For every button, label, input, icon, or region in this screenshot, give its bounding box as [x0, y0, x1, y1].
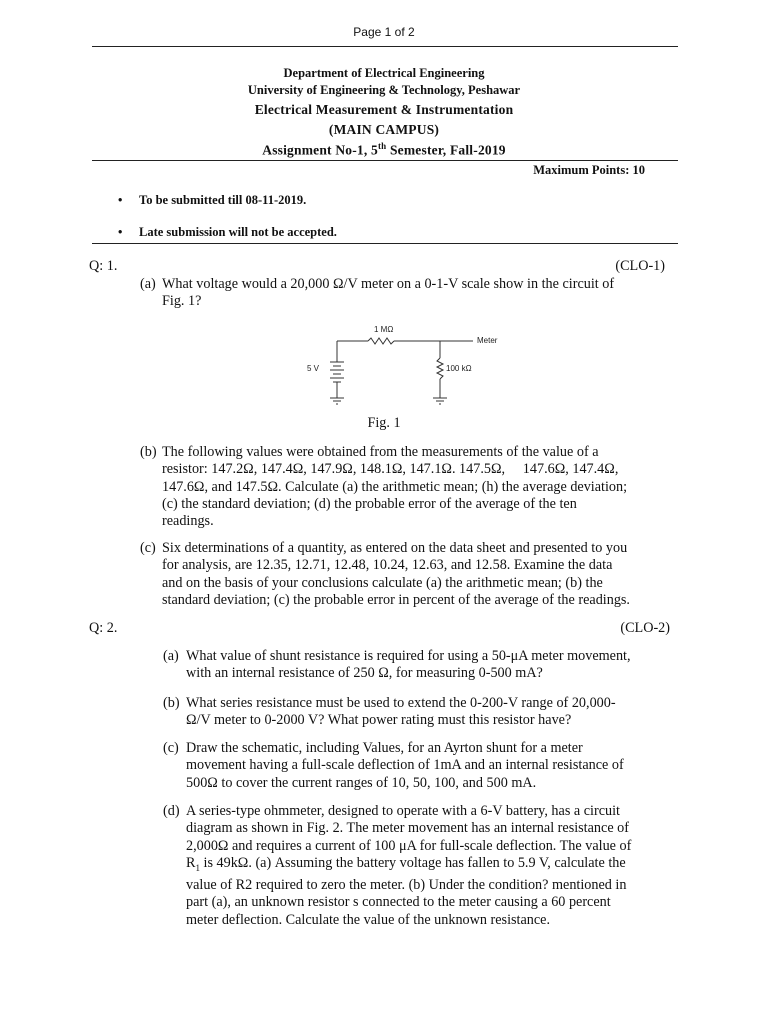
assignment-title-sup: th — [377, 141, 387, 151]
part-label: (a) — [163, 648, 179, 664]
text-line: part (a), an unknown resistor s connected to the meter causing a 60 percent — [186, 894, 611, 911]
text-line: value of R2 required to zero the meter. (b) Under the condition? mentioned in — [186, 877, 627, 894]
part-text — [186, 740, 624, 792]
part-label: (c) — [163, 740, 179, 756]
bullet-icon: • — [118, 225, 123, 239]
source-label: 5 V — [307, 364, 320, 373]
text-line: Fig. 1? — [162, 293, 202, 310]
part-label: (b) — [163, 695, 180, 711]
r1-label: 1 MΩ — [374, 325, 394, 334]
note-text: To be submitted till 08-11-2019. — [139, 193, 307, 207]
text-line: 147.6Ω, and 147.5Ω. Calculate (a) the arithmetic mean; (h) the average deviation; — [162, 478, 628, 495]
page-number: Page 1 of 2 — [353, 25, 415, 39]
question-2-label: Q: 2. — [89, 620, 118, 636]
meter-label: Meter — [477, 336, 498, 345]
text-line: (c) the standard deviation; (d) the probable error of the average of the ten — [162, 495, 577, 512]
resistor-1-icon — [368, 338, 394, 344]
part-label: (a) — [140, 276, 156, 292]
assignment-title-main: Assignment No-1, 5 — [262, 142, 378, 158]
text-line: A series-type ohmmeter, designed to operate with a 6-V battery, has a circuit — [186, 803, 620, 819]
text-line: for analysis, are 12.35, 12.71, 12.48, 10.24, 12.63, and 12.58. Examine the data — [162, 557, 613, 574]
campus-label: (MAIN CAMPUS) — [328, 122, 440, 137]
bullet-icon: • — [118, 193, 123, 207]
part-text — [162, 276, 614, 311]
text-line: What value of shunt resistance is required for using a 50-μA meter movement, — [186, 648, 631, 664]
text-line: 2,000Ω and requires a current of 100 μA for full-scale deflection. The value of — [186, 837, 632, 854]
text-line — [186, 855, 631, 877]
r2-label: 100 kΩ — [446, 364, 472, 373]
text-line: What voltage would a 20,000 Ω/V meter on a 0-1-V scale show in the circuit of — [162, 276, 615, 292]
part-text — [162, 444, 627, 530]
part-text — [162, 540, 630, 609]
header-rule-top — [92, 46, 678, 47]
text-line: meter deflection. Calculate the value of the unknown resistance. — [186, 911, 551, 928]
question-1-label: Q: 1. — [89, 258, 118, 274]
department-name: Department of Electrical Engineering — [283, 66, 485, 80]
text-line: 500Ω to cover the current ranges of 10, 50, 100, and 500 mA. — [186, 774, 537, 791]
text-line: movement having a full-scale deflection of 1mA and an internal resistance of — [186, 757, 624, 774]
assignment-title — [0, 141, 768, 159]
text-line: Draw the schematic, including Values, for an Ayrton shunt for a meter — [186, 740, 583, 756]
text-line: readings. — [162, 513, 214, 530]
text-line: Six determinations of a quantity, as entered on the data sheet and presented to you — [162, 540, 628, 556]
resistor-2-icon — [437, 358, 443, 379]
part-text — [186, 803, 631, 929]
assignment-title-rest: Semester, Fall-2019 — [386, 142, 506, 158]
university-name: University of Engineering & Technology, Peshawar — [247, 83, 521, 97]
r1-symbol: R — [186, 854, 196, 871]
circuit-diagram-fig1 — [300, 318, 525, 408]
text-line: and on the basis of your conclusions calculate (a) the arithmetic mean; (b) the — [162, 574, 603, 591]
r1-text: is 49kΩ. (a) Assuming the battery voltage has fallen to 5.9 V, calculate the — [199, 854, 626, 871]
notes-rule — [92, 243, 678, 244]
text-line: Ω/V meter to 0-2000 V? What power rating must this resistor have? — [186, 712, 572, 729]
text-line: What series resistance must be used to extend the 0-200-V range of 20,000- — [186, 695, 616, 711]
part-label: (b) — [140, 444, 157, 460]
question-2-clo: (CLO-2) — [620, 620, 670, 636]
part-text — [186, 648, 631, 683]
part-text — [186, 695, 616, 730]
text-line: standard deviation; (c) the probable error in percent of the average of the readings. — [162, 591, 630, 608]
text-line: diagram as shown in Fig. 2. The meter movement has an internal resistance of — [186, 820, 629, 837]
text-line: The following values were obtained from the measurements of the value of a — [162, 444, 599, 460]
part-label: (d) — [163, 803, 180, 819]
text-line: with an internal resistance of 250 Ω, for measuring 0-500 mA? — [186, 665, 543, 682]
course-title: Electrical Measurement & Instrumentation — [254, 102, 514, 117]
note-text: Late submission will not be accepted. — [139, 225, 337, 239]
part-label: (c) — [140, 540, 156, 556]
text-line: resistor: 147.2Ω, 147.4Ω, 147.9Ω, 148.1Ω, 147.1Ω. 147.5Ω, 147.6Ω, 147.4Ω, — [162, 461, 619, 478]
max-points: Maximum Points: 10 — [533, 163, 645, 177]
header-rule-mid — [92, 160, 678, 161]
question-1-clo: (CLO-1) — [615, 258, 665, 274]
figure-1-caption: Fig. 1 — [367, 415, 401, 431]
r1-subscript: 1 — [195, 862, 200, 873]
